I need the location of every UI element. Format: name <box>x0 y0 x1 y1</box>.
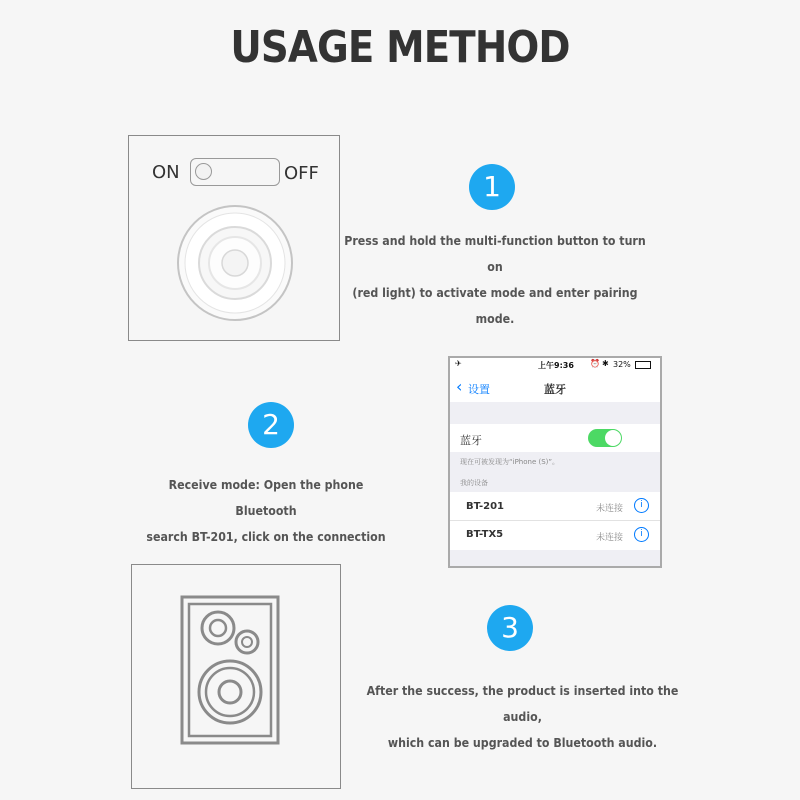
device-name: BT-TX5 <box>466 529 504 540</box>
status-battery: 32% <box>613 360 631 369</box>
step-3-badge: 3 <box>487 605 533 651</box>
alarm-icon: ⏰ <box>590 359 600 368</box>
device-name: BT-201 <box>466 501 504 512</box>
device-status: 未连接 <box>596 533 624 543</box>
battery-icon <box>635 361 651 369</box>
info-section <box>450 452 660 492</box>
my-devices-header: 我的设备 <box>460 479 488 487</box>
bluetooth-label: 蓝牙 <box>460 434 482 447</box>
toggle-knob <box>605 430 621 446</box>
step-2-line-1: Receive mode: Open the phone Bluetooth <box>168 478 364 518</box>
multi-function-button-icon <box>175 203 295 323</box>
airplane-icon: ✈ <box>455 359 462 368</box>
phone-nav-bar <box>450 374 660 400</box>
step-1-description <box>343 228 647 332</box>
switch-knob <box>195 163 212 180</box>
speaker-icon <box>180 595 280 745</box>
step-2-description <box>145 472 386 550</box>
back-button[interactable]: 设置 <box>468 383 490 396</box>
page-title: USAGE METHOD <box>230 22 570 73</box>
status-time: 上午9:36 <box>538 361 574 370</box>
nav-title: 蓝牙 <box>544 383 566 396</box>
step-1-line-1: Press and hold the multi-function button to turn on <box>344 234 646 274</box>
step-3-line-1: After the success, the product is inserted into the audio, <box>366 684 679 724</box>
phone-bluetooth-screenshot <box>448 356 662 568</box>
bluetooth-status-icon: ✱ <box>602 359 609 368</box>
device-status: 未连接 <box>596 504 624 514</box>
section-spacer <box>450 402 660 424</box>
step-3-description <box>359 678 686 756</box>
info-icon[interactable]: i <box>634 527 649 542</box>
step-1-line-2: (red light) to activate mode and enter pairing mode. <box>352 286 638 326</box>
discoverable-text: 现在可被发现为“iPhone (S)”。 <box>460 458 560 466</box>
step-2-line-2: search BT-201, click on the connection <box>146 530 386 544</box>
info-icon[interactable]: i <box>634 498 649 513</box>
switch-off-label: OFF <box>284 163 319 184</box>
step-2-badge: 2 <box>248 402 294 448</box>
back-chevron-icon[interactable]: ‹ <box>456 377 463 396</box>
device-row[interactable] <box>450 492 660 521</box>
phone-status-bar <box>450 358 660 372</box>
step-1-badge: 1 <box>469 164 515 210</box>
bluetooth-toggle[interactable] <box>588 429 622 447</box>
bluetooth-toggle-row <box>450 424 660 452</box>
switch-on-label: ON <box>152 162 180 183</box>
device-row[interactable] <box>450 521 660 549</box>
step-3-line-2: which can be upgraded to Bluetooth audio. <box>387 736 658 750</box>
bottom-spacer <box>450 550 660 566</box>
